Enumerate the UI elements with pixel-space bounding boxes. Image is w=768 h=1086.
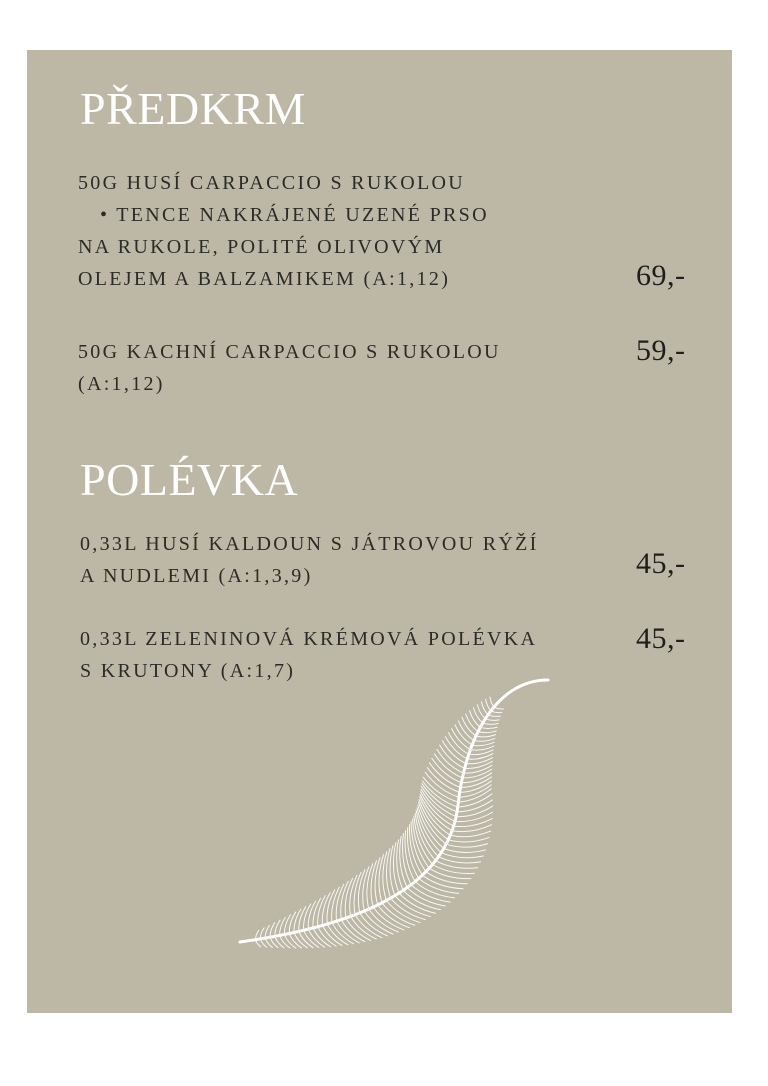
feather-barb — [445, 736, 467, 759]
feather-barb — [313, 928, 331, 947]
feather-barb — [472, 742, 495, 746]
feather-barb — [458, 721, 474, 741]
item-line: S KRUTONY (A:1,7) — [80, 660, 296, 682]
feather-barb — [486, 699, 491, 711]
item-price: 59,- — [636, 334, 686, 367]
feather-barb — [476, 735, 496, 737]
feather-barb — [480, 727, 497, 728]
item-line: (A:1,12) — [78, 373, 165, 395]
feather-barb — [441, 853, 484, 858]
feather-barb — [327, 890, 335, 925]
item-line: 50G HUSÍ CARPACCIO S RUKOLOU — [78, 172, 466, 194]
feather-barb — [470, 746, 494, 750]
feather-barb — [474, 738, 495, 741]
feather-barb — [485, 719, 499, 721]
feather-barb — [477, 704, 485, 719]
menu-item-husi-carpaccio — [78, 167, 489, 295]
feather-barb — [304, 904, 311, 931]
feather-barb — [318, 927, 337, 947]
feather-barb — [308, 901, 316, 929]
feather-barb — [446, 844, 488, 848]
feather-barb — [448, 837, 489, 842]
item-line: • TENCE NAKRÁJENÉ UZENÉ PRSO — [100, 204, 489, 226]
feather-barb — [304, 930, 320, 947]
menu-item-husi-kaldoun — [80, 528, 539, 592]
menu-item-kachni-carpaccio — [78, 336, 501, 400]
feather-barb — [483, 723, 499, 724]
item-price: 45,- — [636, 547, 686, 580]
item-line: 0,33L HUSÍ KALDOUN S JÁTROVOU RÝŽÍ — [80, 533, 539, 555]
feather-barb — [411, 885, 450, 902]
feather-barb — [448, 732, 469, 754]
feather-barb — [341, 881, 349, 920]
feather-barb — [469, 750, 494, 755]
feather-barb — [491, 711, 502, 713]
feather-barb — [265, 938, 273, 948]
feather-barb — [433, 865, 475, 874]
feather-barb — [345, 878, 353, 918]
item-price: 45,- — [636, 622, 686, 655]
feather-barb — [478, 731, 497, 733]
feather-barb — [318, 895, 326, 927]
item-price: 69,- — [636, 259, 686, 292]
item-line: 0,33L ZELENINOVÁ KRÉMOVÁ POLÉVKA — [80, 628, 538, 650]
item-line: NA RUKOLE, POLITÉ OLIVOVÝM — [78, 236, 445, 258]
feather-barb — [255, 940, 261, 947]
feather-barb — [393, 842, 399, 893]
feather-barb — [313, 898, 321, 928]
feather-barb — [422, 875, 463, 889]
item-line: OLEJEM A BALZAMIKEM (A:1,12) — [78, 268, 451, 290]
feather-barb — [488, 715, 501, 717]
section-title-predkrm: PŘEDKRM — [80, 83, 306, 134]
item-line: 50G KACHNÍ CARPACCIO S RUKOLOU — [78, 341, 501, 363]
feather-barb — [407, 888, 446, 907]
feather-barb — [458, 789, 491, 803]
feather-barb — [494, 707, 504, 709]
feather-barb — [308, 929, 325, 947]
feather-barb — [332, 887, 340, 923]
feather-barb — [419, 879, 460, 894]
feather-barb — [444, 849, 486, 853]
feather-barb — [322, 892, 330, 925]
feather-barb — [490, 697, 494, 707]
feather-barb — [415, 882, 455, 898]
section-title-polevka: POLÉVKA — [80, 454, 299, 505]
feather-barb — [458, 794, 492, 807]
feather-barb — [455, 724, 472, 745]
feather-icon — [230, 670, 560, 980]
feather-barb — [336, 884, 344, 921]
feather-barb — [452, 728, 471, 749]
feather-barb — [459, 785, 492, 798]
item-line: A NUDLEMI (A:1,3,9) — [80, 565, 313, 587]
